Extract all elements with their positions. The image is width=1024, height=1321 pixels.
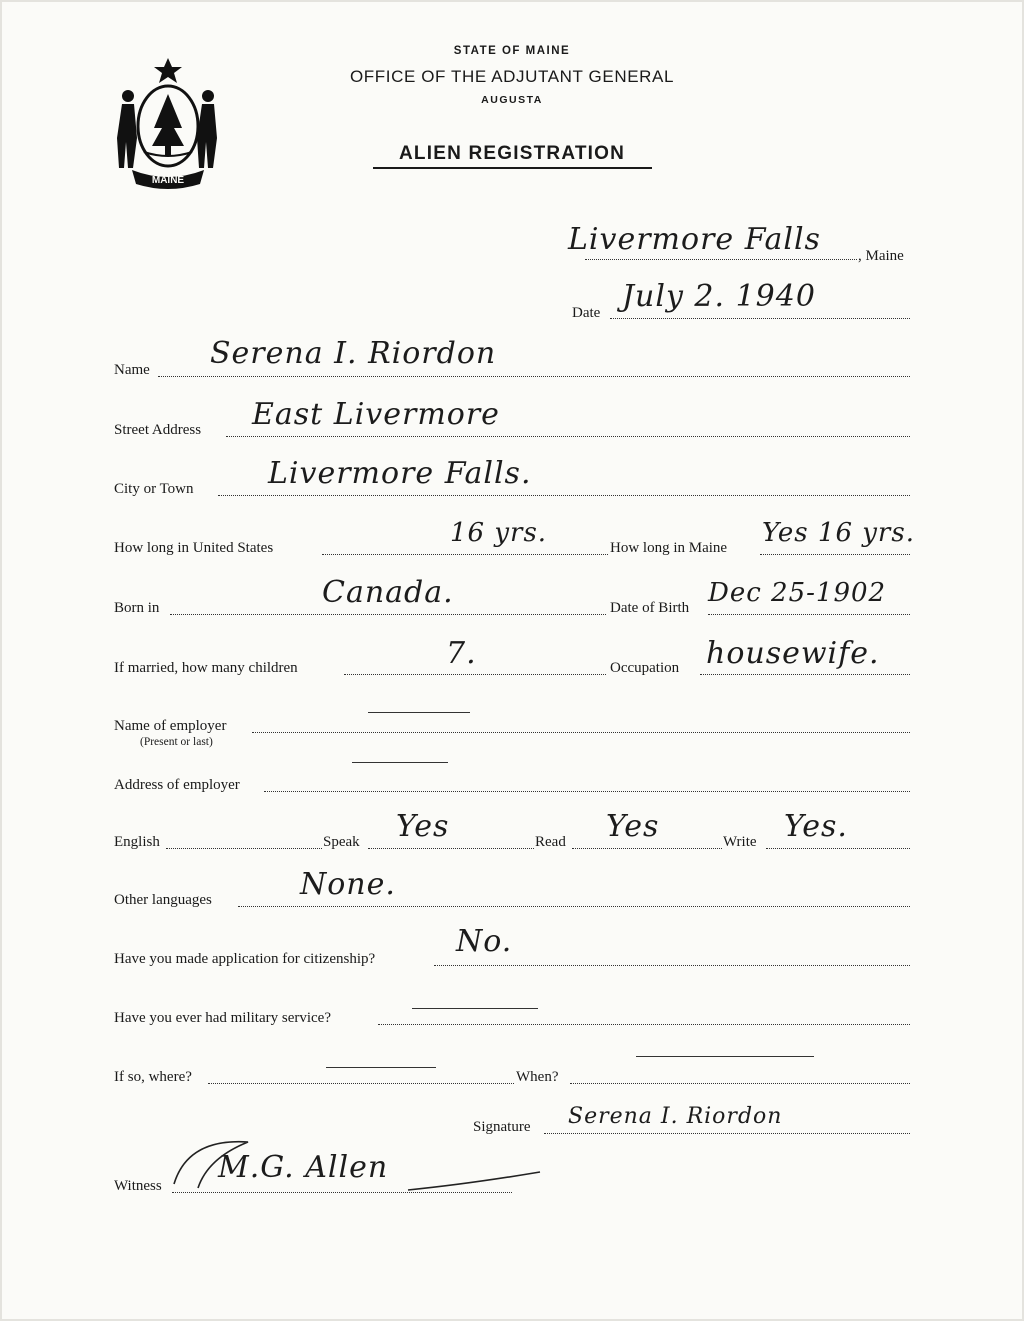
english-line <box>166 848 322 849</box>
place-suffix: , Maine <box>858 248 904 264</box>
city-label: City or Town <box>114 481 194 497</box>
read-value: Yes <box>606 809 660 844</box>
employer-sub-label: (Present or last) <box>140 736 213 748</box>
how-long-maine-value: Yes 16 yrs. <box>762 518 915 548</box>
when-line <box>570 1083 910 1084</box>
how-long-us-value: 16 yrs. <box>450 518 548 548</box>
read-label: Read <box>535 834 566 850</box>
signature-label: Signature <box>473 1119 531 1135</box>
military-dash <box>412 1008 538 1009</box>
date-label: Date <box>572 305 601 321</box>
how-long-maine-line <box>760 554 910 555</box>
street-value: East Livermore <box>252 397 500 432</box>
where-dash <box>326 1067 436 1068</box>
employer-address-label: Address of employer <box>114 777 240 793</box>
employer-line <box>252 732 910 733</box>
children-value: 7. <box>446 636 477 671</box>
how-long-us-line <box>322 554 608 555</box>
when-label: When? <box>516 1069 559 1085</box>
title-underline <box>373 167 652 169</box>
witness-value: M.G. Allen <box>218 1150 389 1185</box>
city-value: Livermore Falls. <box>268 456 532 491</box>
read-line <box>572 848 722 849</box>
speak-label: Speak <box>323 834 360 850</box>
header-office: OFFICE OF THE ADJUTANT GENERAL <box>349 67 675 86</box>
other-languages-label: Other languages <box>114 892 212 908</box>
witness-label: Witness <box>114 1178 162 1194</box>
born-in-line <box>170 614 606 615</box>
signature-value: Serena I. Riordon <box>568 1104 783 1129</box>
signature-line <box>544 1133 910 1134</box>
date-value: July 2. 1940 <box>622 279 816 314</box>
city-line <box>218 495 910 496</box>
place-value: Livermore Falls <box>568 222 821 257</box>
born-in-label: Born in <box>114 600 160 616</box>
how-long-us-label: How long in United States <box>114 540 274 556</box>
write-value: Yes. <box>784 809 848 844</box>
where-line <box>208 1083 514 1084</box>
date-line <box>610 318 910 319</box>
occupation-line <box>700 674 910 675</box>
form-title: ALIEN REGISTRATION <box>398 143 626 164</box>
children-label: If married, how many children <box>114 660 298 676</box>
employer-dash <box>368 712 470 713</box>
dob-line <box>708 614 910 615</box>
dob-value: Dec 25-1902 <box>708 578 887 608</box>
citizenship-line <box>434 965 910 966</box>
name-value: Serena I. Riordon <box>210 336 497 371</box>
seal-banner: MAINE <box>151 175 185 186</box>
citizenship-value: No. <box>456 924 513 959</box>
name-line <box>158 376 910 377</box>
street-label: Street Address <box>114 422 202 438</box>
occupation-value: housewife. <box>706 636 880 671</box>
dob-label: Date of Birth <box>610 600 690 616</box>
name-label: Name <box>114 362 150 378</box>
street-line <box>226 436 910 437</box>
place-line <box>585 259 857 260</box>
when-dash <box>636 1056 814 1057</box>
speak-value: Yes <box>396 809 450 844</box>
military-line <box>378 1024 910 1025</box>
speak-line <box>368 848 534 849</box>
english-label: English <box>114 834 160 850</box>
write-label: Write <box>723 834 757 850</box>
children-line <box>344 674 606 675</box>
born-in-value: Canada. <box>322 575 454 610</box>
header-state: STATE OF MAINE <box>453 45 571 57</box>
employer-address-dash <box>352 762 448 763</box>
other-languages-value: None. <box>300 867 396 902</box>
witness-flourish-icon <box>168 1128 548 1208</box>
military-label: Have you ever had military service? <box>114 1010 331 1026</box>
employer-address-line <box>264 791 910 792</box>
citizenship-label: Have you made application for citizenship? <box>114 951 376 967</box>
occupation-label: Occupation <box>610 660 680 676</box>
header-city: AUGUSTA <box>481 94 543 106</box>
how-long-maine-label: How long in Maine <box>610 540 728 556</box>
employer-label: Name of employer <box>114 718 227 734</box>
other-languages-line <box>238 906 910 907</box>
write-line <box>766 848 910 849</box>
where-label: If so, where? <box>114 1069 192 1085</box>
